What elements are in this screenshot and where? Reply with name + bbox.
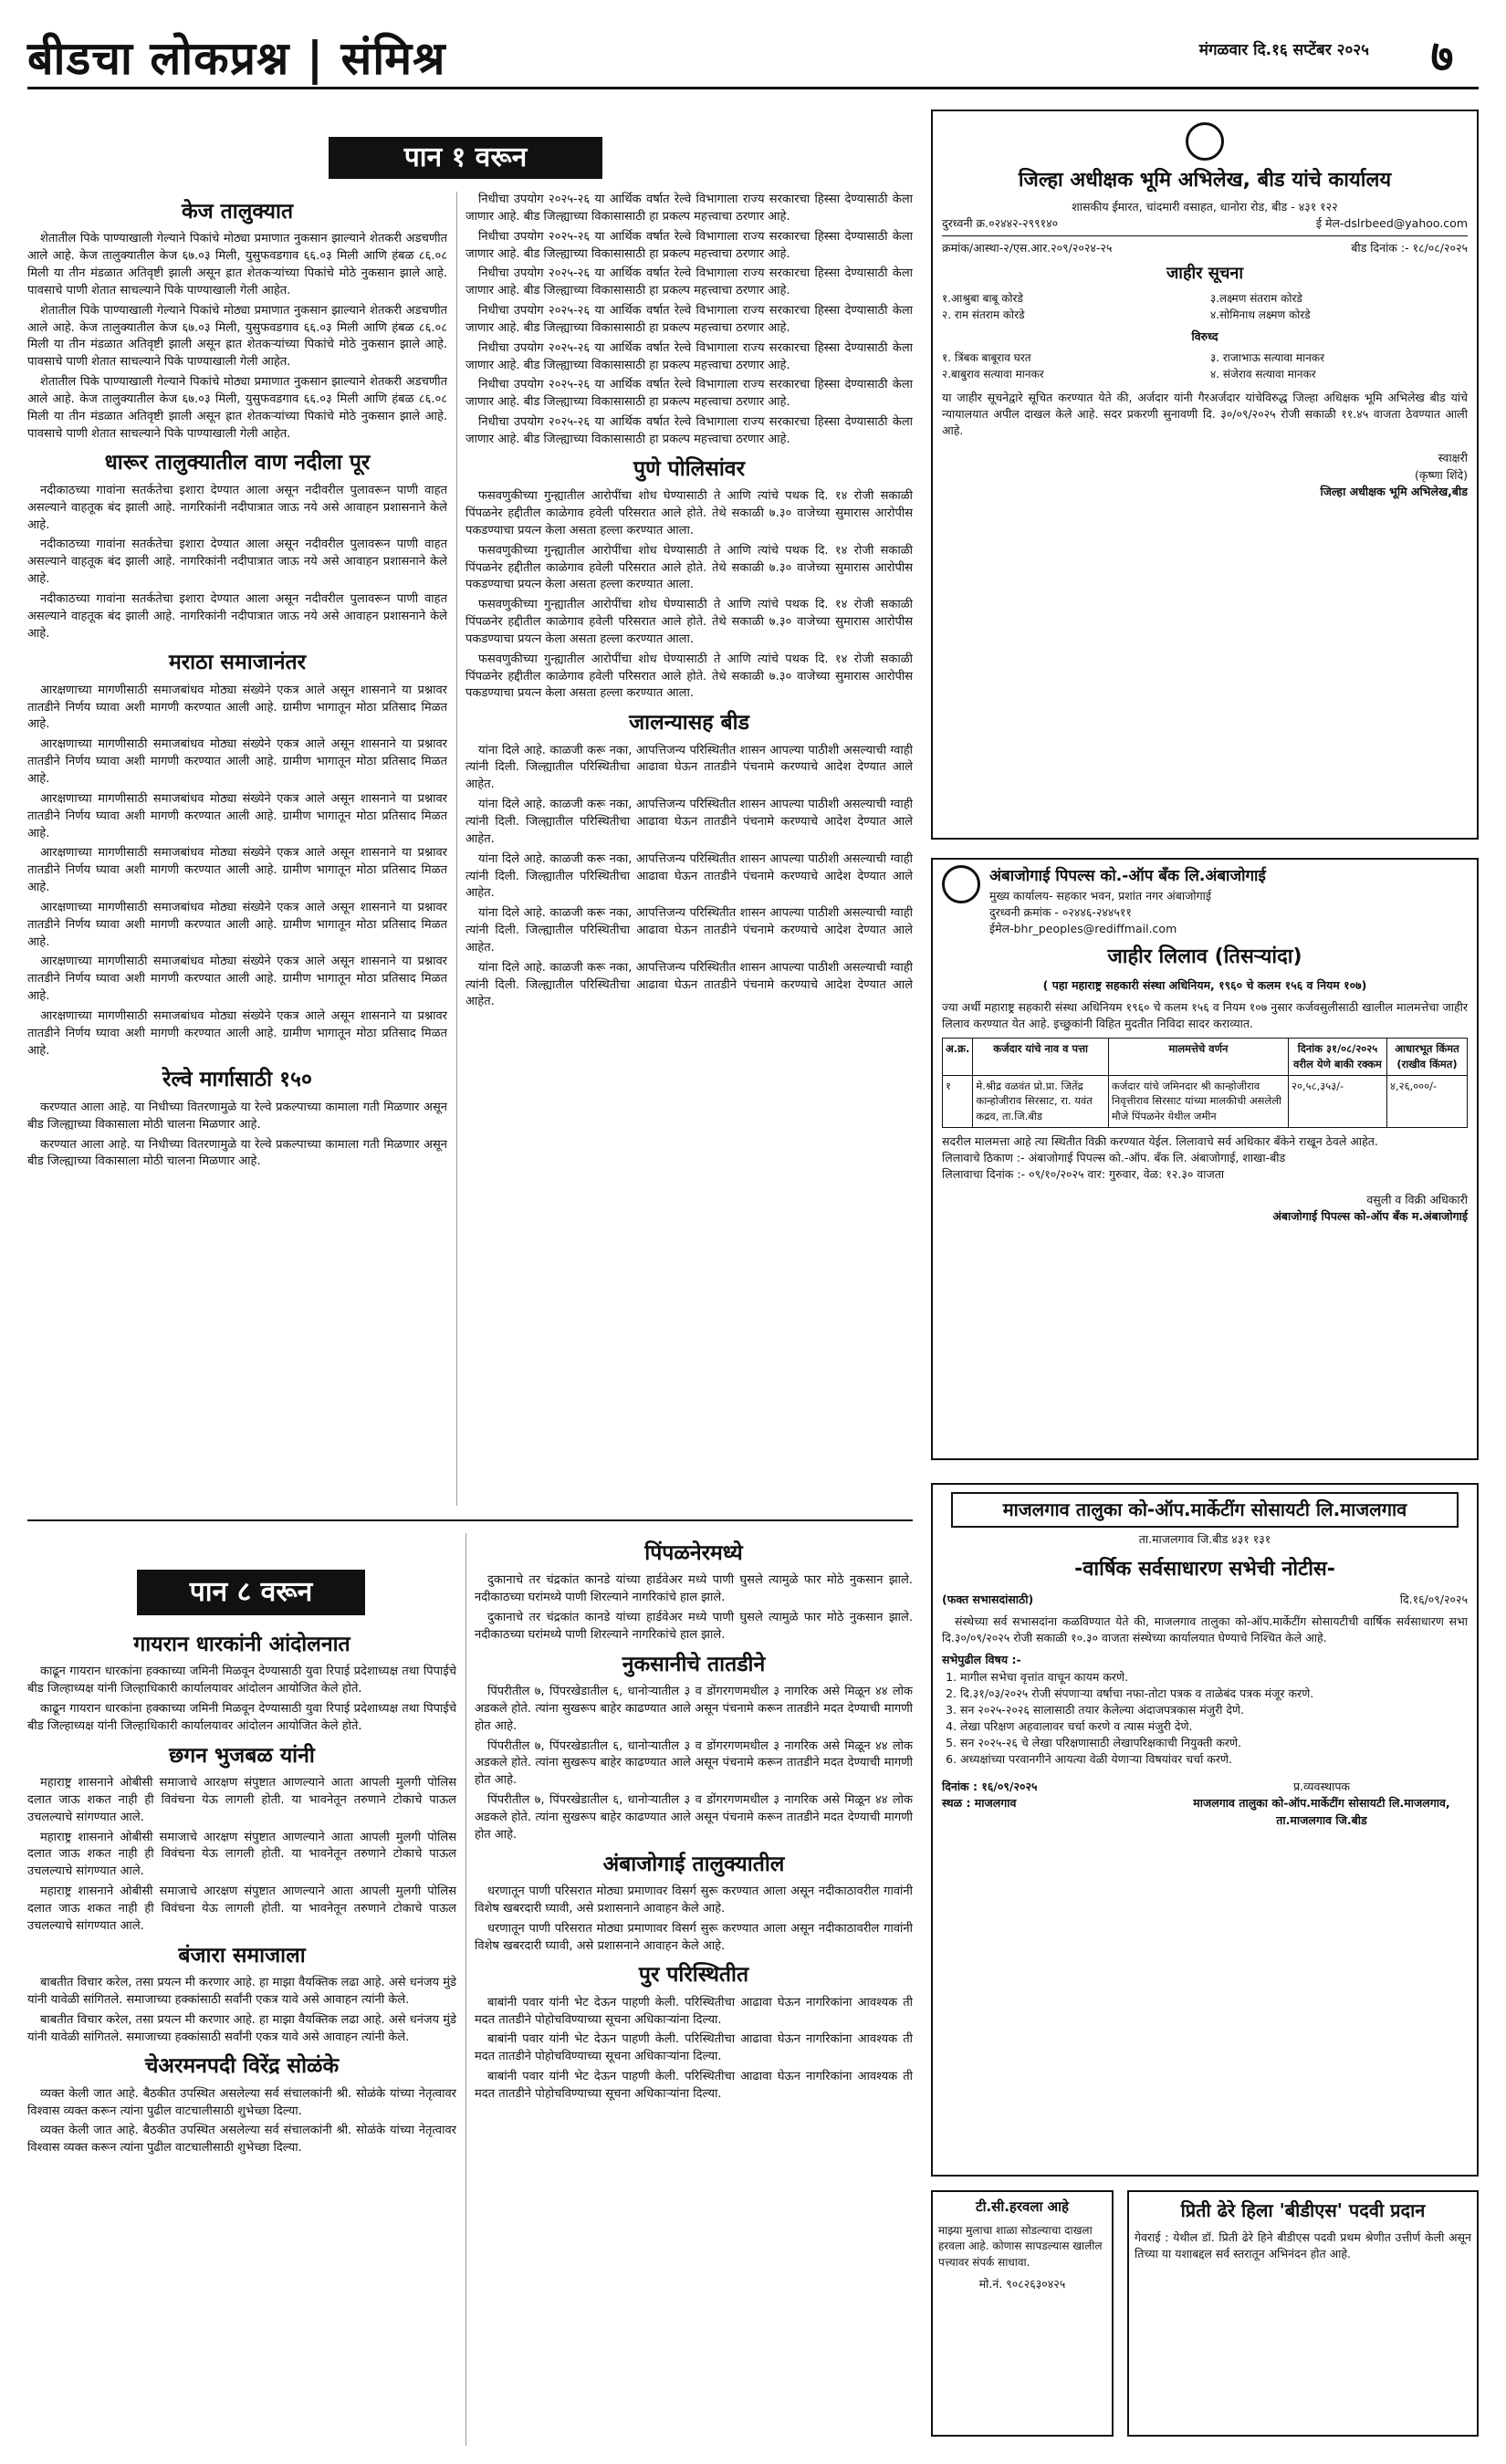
auction-table-row <box>943 1075 1468 1127</box>
auction-table-header-cell: अ.क्र. <box>943 1039 973 1075</box>
article-gairan: काढून गायरान धारकांना हक्काच्या जमिनी मिळवून देण्यासाठी युवा रिपाई प्रदेशाध्यक्ष तथा पिपाईचे बीड जिल्हाध्यक्ष यांनी जिल्हाधिकारी कार्यालयावर आंदोलन आयोजित केले होते. <box>27 1665 456 1697</box>
article-maratha: आरक्षणाच्या मागणीसाठी समाजबांधव मोठ्या संख्येने एकत्र आले असून शासनाने या प्रश्नावर तातडीने निर्णय घ्यावा अशी मागणी करण्यात आली आहे. ग्रामीण भागातून मोठा प्रतिसाद मिळत आहे. <box>27 900 447 949</box>
bank-head-office: मुख्य कार्यालय- सहकार भवन, प्रशांत नगर अंबाजोगाई <box>989 888 1212 903</box>
tc-body: माझ्या मुलाचा शाळा सोडल्याचा दाखला हरवला आहे. कोणास सापडल्यास खालील पत्त्यावर संपर्क साधावा. <box>938 2223 1103 2269</box>
banner-continued-page8: पान ८ वरून <box>137 1570 365 1615</box>
article-pune: फसवणुकीच्या गुन्ह्यातील आरोपींचा शोध घेण्यासाठी ते आणि त्यांचे पथक दि. १४ रोजी सकाळी पिंपळनेर हद्दीतील काळेगाव हवेली परिसरात आले होते. तेथे सकाळी ७.३० वाजेच्या सुमारास आरोपीस पकडण्याचा प्रयत्न केला असता हल्ला करण्यात आला. <box>465 598 913 646</box>
agm-reg: ता.माजलगाव जि.बीड ४३१ १३१ <box>1138 1532 1271 1546</box>
banner-continued-page1: पान १ वरून <box>329 137 602 179</box>
agm-signer: माजलगाव तालुका को-ऑप.मार्केटींग सोसायटी लि.माजलगाव, ता.माजलगाव जि.बीड <box>1193 1796 1450 1827</box>
article-nuksan: पिंपरीतील ७, पिंपरखेडातील ६, धानोऱ्यातील ३ व डोंगरगणमधील ३ नागरिक असे मिळून ४४ लोक अडकले होते. त्यांना सुखरूप बाहेर काढण्यात आले असून पंचनामे करून तातडीने मदत देण्याची मागणी होत आहे. <box>475 1685 913 1733</box>
headline-pimpalner: पिंपळनेरमध्ये <box>644 1541 743 1565</box>
headline-chhagan: छगन भुजबळ यांनी <box>169 1743 315 1768</box>
article-maratha: आरक्षणाच्या मागणीसाठी समाजबांधव मोठ्या संख्येने एकत्र आले असून शासनाने या प्रश्नावर तातडीने निर्णय घ्यावा अशी मागणी करण्यात आली आहे. ग्रामीण भागातून मोठा प्रतिसाद मिळत आहे. <box>27 683 447 732</box>
article-dharur: नदीकाठच्या गावांना सतर्कतेचा इशारा देण्यात आला असून नदीवरील पुलावरून पाणी वाहत असल्याने वाहतूक बंद झाली आहे. नागरिकांनी नदीपात्रात जाऊ नये असे आवाहन प्रशासनाने केले आहे. <box>27 483 447 532</box>
masthead-date: मंगळवार दि.१६ सप्टेंबर २०२५ <box>1198 41 1369 59</box>
article-intro: निधीचा उपयोग २०२५-२६ या आर्थिक वर्षात रेल्वे विभागाला राज्य सरकारचा हिस्सा देण्यासाठी केला जाणार आहे. बीड जिल्ह्याच्या विकासासाठी हा प्रकल्प महत्त्वाचा ठरणार आहे. <box>465 266 913 298</box>
agm-agenda-item: 2. दि.३१/०३/२०२५ रोजी संपणाऱ्या वर्षाचा नफा-तोटा पत्रक व ताळेबंद पत्रक मंजूर करणे. <box>960 1686 1468 1702</box>
article-kej: शेतातील पिके पाण्याखाली गेल्याने पिकांचे मोठ्या प्रमाणात नुकसान झाल्याने शेतकरी अडचणीत आले आहे. केज तालुक्यातील केज ६७.०३ मिली, युसुफवडगाव ६६.०३ मिली आणि हंबळ ८६.०८ मिली या तीन मंडळात अतिवृष्टी झाली असून ह्रात शेतकऱ्यांच्या पिकांचे मोठे नुकसान झाले आहे. पावसाचे पाणी शेतात साचल्याने पिके पाण्याखाली गेली आहेत. <box>27 303 447 370</box>
notice-body: या जाहीर सूचनेद्वारे सूचित करण्यात येते की, अर्जदार यांनी गैरअर्जदार यांचेविरुद्ध जिल्हा अधिक्षक भूमि अभिलेख बीड यांचे न्यायालयात अपील दाखल केले आहे. सदर प्रकरणी सुनावणी दि. ३०/०९/२०२५ रोजी सकाळी ११.४५ वाजता ठेवण्यात आली आहे. <box>942 391 1468 438</box>
article-dharur: नदीकाठच्या गावांना सतर्कतेचा इशारा देण्यात आला असून नदीवरील पुलावरून पाणी वाहत असल्याने वाहतूक बंद झाली आहे. नागरिकांनी नदीपात्रात जाऊ नये असे आवाहन प्रशासनाने केले आहे. <box>27 591 447 641</box>
agm-subtitle: (फक्त सभासदांसाठी) <box>942 1592 1034 1607</box>
notice-land-records <box>931 110 1479 840</box>
agm-agenda-item: 6. अध्यक्षांच्या परवानगीने आयत्या वेळी येणाऱ्या विषयांवर चर्चा करणे. <box>960 1751 1468 1768</box>
article-jalna: यांना दिले आहे. काळजी करू नका, आपत्तिजन्य परिस्थितीत शासन आपल्या पाठीशी असल्याची ग्वाही त्यांनी दिली. जिल्ह्यातील परिस्थितीचा आढावा घेऊन तातडीने पंचनामे करण्याचे आदेश देण्यात आले आहेत. <box>465 906 913 955</box>
headline-maratha: मराठा समाजानंतर <box>168 651 306 675</box>
auction-signer: अंबाजोगाई पिपल्स को-ऑप बँक म.अंबाजोगाई <box>1272 1209 1468 1224</box>
agm-agenda-item: 3. सन २०२५-२०२६ सालासाठी तयार केलेल्या अंदाजपत्रकास मंजुरी देणे. <box>960 1702 1468 1718</box>
respondent-item: ४. संजेराव सत्यावा मानकर <box>1210 367 1316 381</box>
column-mid-top <box>465 192 913 1506</box>
headline-pur: पुर परिस्थितीत <box>638 1963 749 1988</box>
article-pur: बाबांनी पवार यांनी भेट देऊन पाहणी केली. परिस्थितीचा आढावा घेऊन नागरिकांना आवश्यक ती मदत तातडीने पोहोचविण्याच्या सूचना अधिकाऱ्यांना दिल्या. <box>475 1995 913 2027</box>
headline-dharur: धारूर तालुक्यातील वाण नदीला पूर <box>104 451 371 475</box>
article-pune: फसवणुकीच्या गुन्ह्यातील आरोपींचा शोध घेण्यासाठी ते आणि त्यांचे पथक दि. १४ रोजी सकाळी पिंपळनेर हद्दीतील काळेगाव हवेली परिसरात आले होते. तेथे सकाळी ७.३० वाजेच्या सुमारास आरोपीस पकडण्याचा प्रयत्न केला असता हल्ला करण्यात आला. <box>465 652 913 701</box>
appellant-list <box>942 291 1468 323</box>
column-left-bottom <box>27 1624 456 2446</box>
government-emblem-icon <box>1186 122 1224 161</box>
article-nuksan: पिंपरीतील ७, पिंपरखेडातील ६, धानोऱ्यातील ३ व डोंगरगणमधील ३ नागरिक असे मिळून ४४ लोक अडकले होते. त्यांना सुखरूप बाहेर काढण्यात आले असून पंचनामे करून तातडीने मदत देण्याची मागणी होत आहे. <box>475 1793 913 1842</box>
agm-agenda-item: 4. लेखा परिक्षण अहवालावर चर्चा करणे व त्यास मंजुरी देणे. <box>960 1718 1468 1735</box>
notice-tc-lost <box>931 2190 1114 2437</box>
headline-kej: केज तालुक्यात <box>181 200 294 224</box>
article-intro: निधीचा उपयोग २०२५-२६ या आर्थिक वर्षात रेल्वे विभागाला राज्य सरकारचा हिस्सा देण्यासाठी केला जाणार आहे. बीड जिल्ह्याच्या विकासासाठी हा प्रकल्प महत्त्वाचा ठरणार आहे. <box>465 378 913 410</box>
auction-table-header-cell: आधारभूत किंमत (राखीव किंमत) <box>1386 1039 1467 1075</box>
respondent-item: ३. राजाभाऊ सत्यावा मानकर <box>1210 351 1324 365</box>
article-pune: फसवणुकीच्या गुन्ह्यातील आरोपींचा शोध घेण्यासाठी ते आणि त्यांचे पथक दि. १४ रोजी सकाळी पिंपळनेर हद्दीतील काळेगाव हवेली परिसरात आले होते. तेथे सकाळी ७.३० वाजेच्या सुमारास आरोपीस पकडण्याचा प्रयत्न केला असता हल्ला करण्यात आला. <box>465 543 913 592</box>
respondent-label: विरुध्द <box>1191 329 1218 344</box>
news-bds-degree <box>1127 2190 1479 2437</box>
masthead <box>27 26 1479 89</box>
article-intro: निधीचा उपयोग २०२५-२६ या आर्थिक वर्षात रेल्वे विभागाला राज्य सरकारचा हिस्सा देण्यासाठी केला जाणार आहे. बीड जिल्ह्याच्या विकासासाठी हा प्रकल्प महत्त्वाचा ठरणार आहे. <box>465 340 913 372</box>
appellant-item: १.आश्रुबा बाबू कोरडे <box>942 292 1023 306</box>
article-nuksan: पिंपरीतील ७, पिंपरखेडातील ६, धानोऱ्यातील ३ व डोंगरगणमधील ३ नागरिक असे मिळून ४४ लोक अडकले होते. त्यांना सुखरूप बाहेर काढण्यात आले असून पंचनामे करून तातडीने मदत देण्याची मागणी होत आहे. <box>475 1738 913 1788</box>
article-kej: शेतातील पिके पाण्याखाली गेल्याने पिकांचे मोठ्या प्रमाणात नुकसान झाल्याने शेतकरी अडचणीत आले आहे. केज तालुक्यातील केज ६७.०३ मिली, युसुफवडगाव ६६.०३ मिली आणि हंबळ ८६.०८ मिली या तीन मंडळात अतिवृष्टी झाली असून ह्रात शेतकऱ्यांच्या पिकांचे मोठे नुकसान झाले आहे. पावसाचे पाणी शेतात साचल्याने पिके पाण्याखाली गेली आहेत. <box>27 375 447 441</box>
appellant-item: २. राम संतराम कोरडे <box>942 308 1025 321</box>
masthead-title: बीडचा लोकप्रश्न | संमिश्र <box>27 32 446 85</box>
article-dharur: नदीकाठच्या गावांना सतर्कतेचा इशारा देण्यात आला असून नदीवरील पुलावरून पाणी वाहत असल्याने वाहतूक बंद झाली आहे. नागरिकांनी नदीपात्रात जाऊ नये असे आवाहन प्रशासनाने केले आहे. <box>27 538 447 587</box>
headline-gairan: गायरान धारकांनी आंदोलनात <box>133 1633 350 1656</box>
auction-signature-block <box>942 1192 1468 1225</box>
headline-solanke: चेअरमनपदी विरेंद्र सोळंके <box>144 2054 340 2079</box>
headline-nuksan: नुकसानीचे तातडीने <box>622 1652 766 1676</box>
article-ambajogai: धरणातून पाणी परिसरात मोठ्या प्रमाणावर विसर्ग सुरू करण्यात आला असून नदीकाठावरील गावांनी विशेष खबरदारी घ्यावी, असे प्रशासनाने आवाहन केले आहे. <box>475 1885 913 1916</box>
article-maratha: आरक्षणाच्या मागणीसाठी समाजबांधव मोठ्या संख्येने एकत्र आले असून शासनाने या प्रश्नावर तातडीने निर्णय घ्यावा अशी मागणी करण्यात आली आहे. ग्रामीण भागातून मोठा प्रतिसाद मिळत आहे. <box>27 737 447 786</box>
article-jalna: यांना दिले आहे. काळजी करू नका, आपत्तिजन्य परिस्थितीत शासन आपल्या पाठीशी असल्याची ग्वाही त्यांनी दिली. जिल्ह्यातील परिस्थितीचा आढावा घेऊन तातडीने पंचनामे करण्याचे आदेश देण्यात आले आहेत. <box>465 851 913 901</box>
auction-table-cell: ४,२६,०००/- <box>1386 1075 1467 1127</box>
notice-email: ई मेल-dslrbeed@yahoo.com <box>1315 216 1468 231</box>
article-jalna: यांना दिले आहे. काळजी करू नका, आपत्तिजन्य परिस्थितीत शासन आपल्या पाठीशी असल्याची ग्वाही त्यांनी दिली. जिल्ह्यातील परिस्थितीचा आढावा घेऊन तातडीने पंचनामे करण्याचे आदेश देण्यात आले आहेत. <box>465 960 913 1009</box>
headline-railway: रेल्वे मार्गासाठी १५० <box>162 1068 312 1092</box>
agm-agenda-list <box>942 1669 1468 1769</box>
article-chhagan: महाराष्ट्र शासनाने ओबीसी समाजाचे आरक्षण संपुष्टात आणल्याने आता आपली मुलगी पोलिस दलात जाऊ शकत नाही ही विवंचना येऊ लागली होती. या भावनेतून तरुणाने टोकाचे पाऊल उचलल्याचे सांगण्यात आले. <box>27 1830 456 1879</box>
auction-place: लिलावाचे ठिकाण :- अंबाजोगाई पिपल्स को.-ऑप. बँक लि. अंबाजोगाई, शाखा-बीड <box>942 1150 1286 1164</box>
headline-banjara: बंजारा समाजाला <box>178 1943 306 1968</box>
article-banjara: बाबतीत विचार करेल, तसा प्रयत्न मी करणार आहे. हा माझा वैयक्तिक लढा आहे. असे धनंजय मुंडे यांनी यावेळी सांगितले. समाजाच्या हक्कांसाठी सर्वांनी एकत्र यावे असे आवाहन त्यांनी केले. <box>27 2012 456 2044</box>
signer-name: (कृष्णा शिंदे) <box>1414 467 1468 482</box>
notice-address: शासकीय ईमारत, चांदमारी वसाहत, धानोरा रोड, बीड - ४३१ १२२ <box>1072 199 1338 214</box>
agm-agenda-item: 1. मागील सभेचा वृत्तांत वाचून कायम करणे. <box>960 1669 1468 1686</box>
agm-body: संस्थेच्या सर्व सभासदांना कळविण्यात येते की, माजलगाव तालुका को-ऑप.मार्केटींग सोसायटीची वार्षिक सर्वसाधारण सभा दि.३०/०९/२०२५ रोजी सकाळी १०.३० वाजता संस्थेच्या कार्यालयात घेण्याचे निश्चित केले आहे. <box>942 1614 1468 1645</box>
agm-signer-title: प्र.व्यवस्थापक <box>1292 1780 1351 1794</box>
page-number: ७ <box>1430 31 1454 82</box>
auction-signature: वसुली व विक्री अधिकारी <box>1366 1193 1468 1207</box>
article-pur: बाबांनी पवार यांनी भेट देऊन पाहणी केली. परिस्थितीचा आढावा घेऊन नागरिकांना आवश्यक ती मदत तातडीने पोहोचविण्याच्या सूचना अधिकाऱ्यांना दिल्या. <box>475 2070 913 2101</box>
agm-date: दि.१६/०९/२०२५ <box>1399 1592 1468 1607</box>
auction-date: लिलावाचा दिनांक :- ०९/१०/२०२५ वार: गुरुवार, वेळ: १२.३० वाजता <box>942 1166 1225 1181</box>
auction-table-cell: मे.श्रीद्र वळवंत प्रो.प्रा. जितेंद्र कान्होजीराव सिरसाट, रा. यवंत कद्रव, ता.जि.बीड <box>973 1075 1109 1127</box>
agm-agenda-label: सभेपुढील विषय :- <box>942 1653 1021 1667</box>
article-ambajogai: धरणातून पाणी परिसरात मोठ्या प्रमाणावर विसर्ग सुरू करण्यात आला असून नदीकाठावरील गावांनी विशेष खबरदारी घ्यावी, असे प्रशासनाने आवाहन केले आहे. <box>475 1921 913 1953</box>
article-railway: करण्यात आला आहे. या निधीच्या वितरणामुळे या रेल्वे प्रकल्पाच्या कामाला गती मिळणार असून बीड जिल्ह्याच्या विकासाला मोठी चालना मिळणार आहे. <box>27 1100 447 1132</box>
article-solanke: व्यक्त केली जात आहे. बैठकीत उपस्थित असलेल्या सर्व संचालकांनी श्री. सोळंके यांच्या नेतृत्वावर विश्वास व्यक्त करून त्यांना पुढील वाटचालीसाठी शुभेच्छा दिल्या. <box>27 2086 456 2118</box>
auction-table-cell: १ <box>943 1075 973 1127</box>
article-jalna: यांना दिले आहे. काळजी करू नका, आपत्तिजन्य परिस्थितीत शासन आपल्या पाठीशी असल्याची ग्वाही त्यांनी दिली. जिल्ह्यातील परिस्थितीचा आढावा घेऊन तातडीने पंचनामे करण्याचे आदेश देण्यात आले आहेत. <box>465 743 913 792</box>
agm-place-date: दिनांक : १६/०९/२०२५ <box>942 1780 1038 1794</box>
notice-ref-date: बीड दिनांक :- १८/०८/२०२५ <box>1351 241 1468 256</box>
article-railway: करण्यात आला आहे. या निधीच्या वितरणामुळे या रेल्वे प्रकल्पाच्या कामाला गती मिळणार असून बीड जिल्ह्याच्या विकासाला मोठी चालना मिळणार आहे. <box>27 1137 447 1169</box>
article-pimpalner: दुकानाचे तर चंद्रकांत कानडे यांच्या हार्डवेअर मध्ये पाणी घुसले त्यामुळे फार मोठे नुकसान झाले. नदीकाठच्या घरांमध्ये पाणी शिरल्याने नागरिकांचे हाल झाले. <box>475 1573 913 1605</box>
bank-header <box>942 865 1468 937</box>
article-jalna: यांना दिले आहे. काळजी करू नका, आपत्तिजन्य परिस्थितीत शासन आपल्या पाठीशी असल्याची ग्वाही त्यांनी दिली. जिल्ह्यातील परिस्थितीचा आढावा घेऊन तातडीने पंचनामे करण्याचे आदेश देण्यात आले आहेत. <box>465 798 913 846</box>
column-left-top <box>27 192 447 1506</box>
article-banjara: बाबतीत विचार करेल, तसा प्रयत्न मी करणार आहे. हा माझा वैयक्तिक लढा आहे. असे धनंजय मुंडे यांनी यावेळी सांगितले. समाजाच्या हक्कांसाठी सर्वांनी एकत्र यावे असे आवाहन त्यांनी केले. <box>27 1976 456 2007</box>
bank-name: अंबाजोगाई पिपल्स को.-ऑप बँक लि.अंबाजोगाई <box>989 867 1266 885</box>
bank-phone: दुरध्वनी क्रमांक - ०२४४६-२४४५११ <box>989 904 1132 919</box>
auction-note: सदरील मालमत्ता आहे त्या स्थितीत विक्री करण्यात येईल. लिलावाचे सर्व अधिकार बँकेने राखून ठेवले आहेत. <box>942 1133 1378 1148</box>
headline-pune: पुणे पोलिसांवर <box>633 456 745 481</box>
agm-title: -वार्षिक सर्वसाधारण सभेची नोटीस- <box>1074 1558 1335 1582</box>
article-chhagan: महाराष्ट्र शासनाने ओबीसी समाजाचे आरक्षण संपुष्टात आणल्याने आता आपली मुलगी पोलिस दलात जाऊ शकत नाही ही विवंचना येऊ लागली होती. या भावनेतून तरुणाने टोकाचे पाऊल उचलल्याचे सांगण्यात आले. <box>27 1885 456 1933</box>
headline-ambajogai: अंबाजोगाई तालुक्यातील <box>602 1852 785 1876</box>
signer-title: जिल्हा अधीक्षक भूमि अभिलेख,बीड <box>1320 484 1468 498</box>
auction-table-header-cell: कर्जदार यांचे नाव व पत्ता <box>973 1039 1109 1075</box>
article-intro: निधीचा उपयोग २०२५-२६ या आर्थिक वर्षात रेल्वे विभागाला राज्य सरकारचा हिस्सा देण्यासाठी केला जाणार आहे. बीड जिल्ह्याच्या विकासासाठी हा प्रकल्प महत्त्वाचा ठरणार आहे. <box>465 415 913 446</box>
notice-agm <box>931 1483 1479 2177</box>
bds-body: गेवराई : येथील डॉ. प्रिती ढेरे हिने बीडीएस पदवी प्रथम श्रेणीत उत्तीर्ण केली असून तिच्या या यशाबद्दल सर्व स्तरातून अभिनंदन होत आहे. <box>1135 2230 1471 2261</box>
auction-body: ज्या अर्थी महाराष्ट्र सहकारी संस्था अधिनियम १९६० चे कलम १५६ व नियम १०७ नुसार कर्जवसुलीसाठी खालील मालमत्तेचा जाहीर लिलाव करण्यात येत आहे. इच्छुकांनी विहित मुदतीत निविदा सादर कराव्यात. <box>942 1000 1468 1031</box>
auction-table <box>942 1038 1468 1127</box>
agm-subtitle-row <box>942 1592 1468 1608</box>
respondent-item: १. त्रिंबक बाबूराव घरत <box>942 351 1031 365</box>
article-intro: निधीचा उपयोग २०२५-२६ या आर्थिक वर्षात रेल्वे विभागाला राज्य सरकारचा हिस्सा देण्यासाठी केला जाणार आहे. बीड जिल्ह्याच्या विकासासाठी हा प्रकल्प महत्त्वाचा ठरणार आहे. <box>465 229 913 261</box>
agm-agenda-item: 5. सन २०२५-२६ चे लेखा परिक्षणासाठी लेखापरिक्षकाची नियुक्ती करणे. <box>960 1735 1468 1751</box>
notice-ref: क्रमांक/आस्था-२/एस.आर.२०९/२०२४-२५ <box>942 241 1113 256</box>
article-maratha: आरक्षणाच्या मागणीसाठी समाजबांधव मोठ्या संख्येने एकत्र आले असून शासनाने या प्रश्नावर तातडीने निर्णय घ्यावा अशी मागणी करण्यात आली आहे. ग्रामीण भागातून मोठा प्रतिसाद मिळत आहे. <box>27 1008 447 1058</box>
article-maratha: आरक्षणाच्या मागणीसाठी समाजबांधव मोठ्या संख्येने एकत्र आले असून शासनाने या प्रश्नावर तातडीने निर्णय घ्यावा अशी मागणी करण्यात आली आहे. ग्रामीण भागातून मोठा प्रतिसाद मिळत आहे. <box>27 791 447 840</box>
notice-phone: दुरध्वनी क्र.०२४४२-२९९१४० <box>942 216 1059 231</box>
article-pur: बाबांनी पवार यांनी भेट देऊन पाहणी केली. परिस्थितीचा आढावा घेऊन नागरिकांना आवश्यक ती मदत तातडीने पोहोचविण्याच्या सूचना अधिकाऱ्यांना दिल्या. <box>475 2032 913 2064</box>
notice-heading: जाहीर सूचना <box>1166 264 1244 284</box>
tc-mobile: मो.नं. ९०८२६३०४२५ <box>978 2276 1066 2291</box>
agm-org: माजलगाव तालुका को-ऑप.मार्केटींग सोसायटी लि.माजलगाव <box>951 1492 1459 1528</box>
bank-email: ईमेल-bhr_peoples@rediffmail.com <box>989 921 1177 935</box>
headline-jalna: जालन्यासह बीड <box>629 711 749 736</box>
auction-table-header-cell: दिनांक ३१/०८/२०२५ वरील येणे बाकी रक्कम <box>1289 1039 1387 1075</box>
auction-act: ( पहा महाराष्ट्र सहकारी संस्था अधिनियम, १९६० चे कलम १५६ व नियम १०७) <box>1042 977 1367 992</box>
agm-place: स्थळ : माजलगाव <box>942 1796 1017 1811</box>
auction-table-cell: कर्जदार यांचे जमिनदार श्री कान्होजीराव निवृत्तीराव सिरसाट यांच्या मालकीची असलेली मौजे पिंपळनेर येथील जमीन <box>1108 1075 1288 1127</box>
article-gairan: काढून गायरान धारकांना हक्काच्या जमिनी मिळवून देण्यासाठी युवा रिपाई प्रदेशाध्यक्ष तथा पिपाईचे बीड जिल्हाध्यक्ष यांनी जिल्हाधिकारी कार्यालयावर आंदोलन आयोजित केले होते. <box>27 1702 456 1733</box>
agm-footer <box>942 1779 1468 1828</box>
article-chhagan: महाराष्ट्र शासनाने ओबीसी समाजाचे आरक्षण संपुष्टात आणल्याने आता आपली मुलगी पोलिस दलात जाऊ शकत नाही ही विवंचना येऊ लागली होती. या भावनेतून तरुणाने टोकाचे पाऊल उचलल्याचे सांगण्यात आले. <box>27 1776 456 1824</box>
auction-table-header <box>943 1039 1468 1075</box>
tc-title: टी.सी.हरवला आहे <box>976 2198 1069 2215</box>
appellant-item: ४.सोमिनाथ लक्ष्मण कोरडे <box>1210 308 1311 321</box>
auction-title: जाहीर लिलाव (तिसऱ्यांदा) <box>1107 945 1302 969</box>
notice-signature-block <box>942 450 1468 499</box>
article-maratha: आरक्षणाच्या मागणीसाठी समाजबांधव मोठ्या संख्येने एकत्र आले असून शासनाने या प्रश्नावर तातडीने निर्णय घ्यावा अशी मागणी करण्यात आली आहे. ग्रामीण भागातून मोठा प्रतिसाद मिळत आहे. <box>27 955 447 1004</box>
notice-office-title: जिल्हा अधीक्षक भूमि अभिलेख, बीड यांचे कार्यालय <box>1018 169 1392 192</box>
notice-ref-row <box>942 235 1468 256</box>
auction-table-header-cell: मालमत्तेचे वर्णन <box>1108 1039 1288 1075</box>
article-pune: फसवणुकीच्या गुन्ह्यातील आरोपींचा शोध घेण्यासाठी ते आणि त्यांचे पथक दि. १४ रोजी सकाळी पिंपळनेर हद्दीतील काळेगाव हवेली परिसरात आले होते. तेथे सकाळी ७.३० वाजेच्या सुमारास आरोपीस पकडण्याचा प्रयत्न केला असता हल्ला करण्यात आला. <box>465 489 913 538</box>
column-mid-bottom <box>475 1533 913 2446</box>
notice-bank-auction <box>931 858 1479 1460</box>
article-intro: निधीचा उपयोग २०२५-२६ या आर्थिक वर्षात रेल्वे विभागाला राज्य सरकारचा हिस्सा देण्यासाठी केला जाणार आहे. बीड जिल्ह्याच्या विकासासाठी हा प्रकल्प महत्त्वाचा ठरणार आहे. <box>465 193 913 224</box>
appellant-item: ३.लक्ष्मण संतराम कोरडे <box>1210 292 1302 306</box>
notice-contact-row <box>942 215 1468 232</box>
respondent-list <box>942 350 1468 382</box>
article-maratha: आरक्षणाच्या मागणीसाठी समाजबांधव मोठ्या संख्येने एकत्र आले असून शासनाने या प्रश्नावर तातडीने निर्णय घ्यावा अशी मागणी करण्यात आली आहे. ग्रामीण भागातून मोठा प्रतिसाद मिळत आहे. <box>27 846 447 895</box>
bds-title: प्रिती ढेरे हिला 'बीडीएस' पदवी प्रदान <box>1180 2199 1426 2221</box>
auction-table-cell: २०,५८,३५३/- <box>1289 1075 1387 1127</box>
article-pimpalner: दुकानाचे तर चंद्रकांत कानडे यांच्या हार्डवेअर मध्ये पाणी घुसले त्यामुळे फार मोठे नुकसान झाले. नदीकाठच्या घरांमध्ये पाणी शिरल्याने नागरिकांचे हाल झाले. <box>475 1611 913 1642</box>
article-solanke: व्यक्त केली जात आहे. बैठकीत उपस्थित असलेल्या सर्व संचालकांनी श्री. सोळंके यांच्या नेतृत्वावर विश्वास व्यक्त करून त्यांना पुढील वाटचालीसाठी शुभेच्छा दिल्या. <box>27 2124 456 2156</box>
article-intro: निधीचा उपयोग २०२५-२६ या आर्थिक वर्षात रेल्वे विभागाला राज्य सरकारचा हिस्सा देण्यासाठी केला जाणार आहे. बीड जिल्ह्याच्या विकासासाठी हा प्रकल्प महत्त्वाचा ठरणार आहे. <box>465 304 913 335</box>
signature-label: स्वाक्षरी <box>1438 451 1468 465</box>
bank-logo-icon <box>942 865 980 903</box>
article-kej: शेतातील पिके पाण्याखाली गेल्याने पिकांचे मोठ्या प्रमाणात नुकसान झाल्याने शेतकरी अडचणीत आले आहे. केज तालुक्यातील केज ६७.०३ मिली, युसुफवडगाव ६६.०३ मिली आणि हंबळ ८६.०८ मिली या तीन मंडळात अतिवृष्टी झाली असून ह्रात शेतकऱ्यांच्या पिकांचे मोठे नुकसान झाले आहे. पावसाचे पाणी शेतात साचल्याने पिके पाण्याखाली गेली आहेत. <box>27 232 447 298</box>
respondent-item: २.बाबुराव सत्यावा मानकर <box>942 367 1044 381</box>
